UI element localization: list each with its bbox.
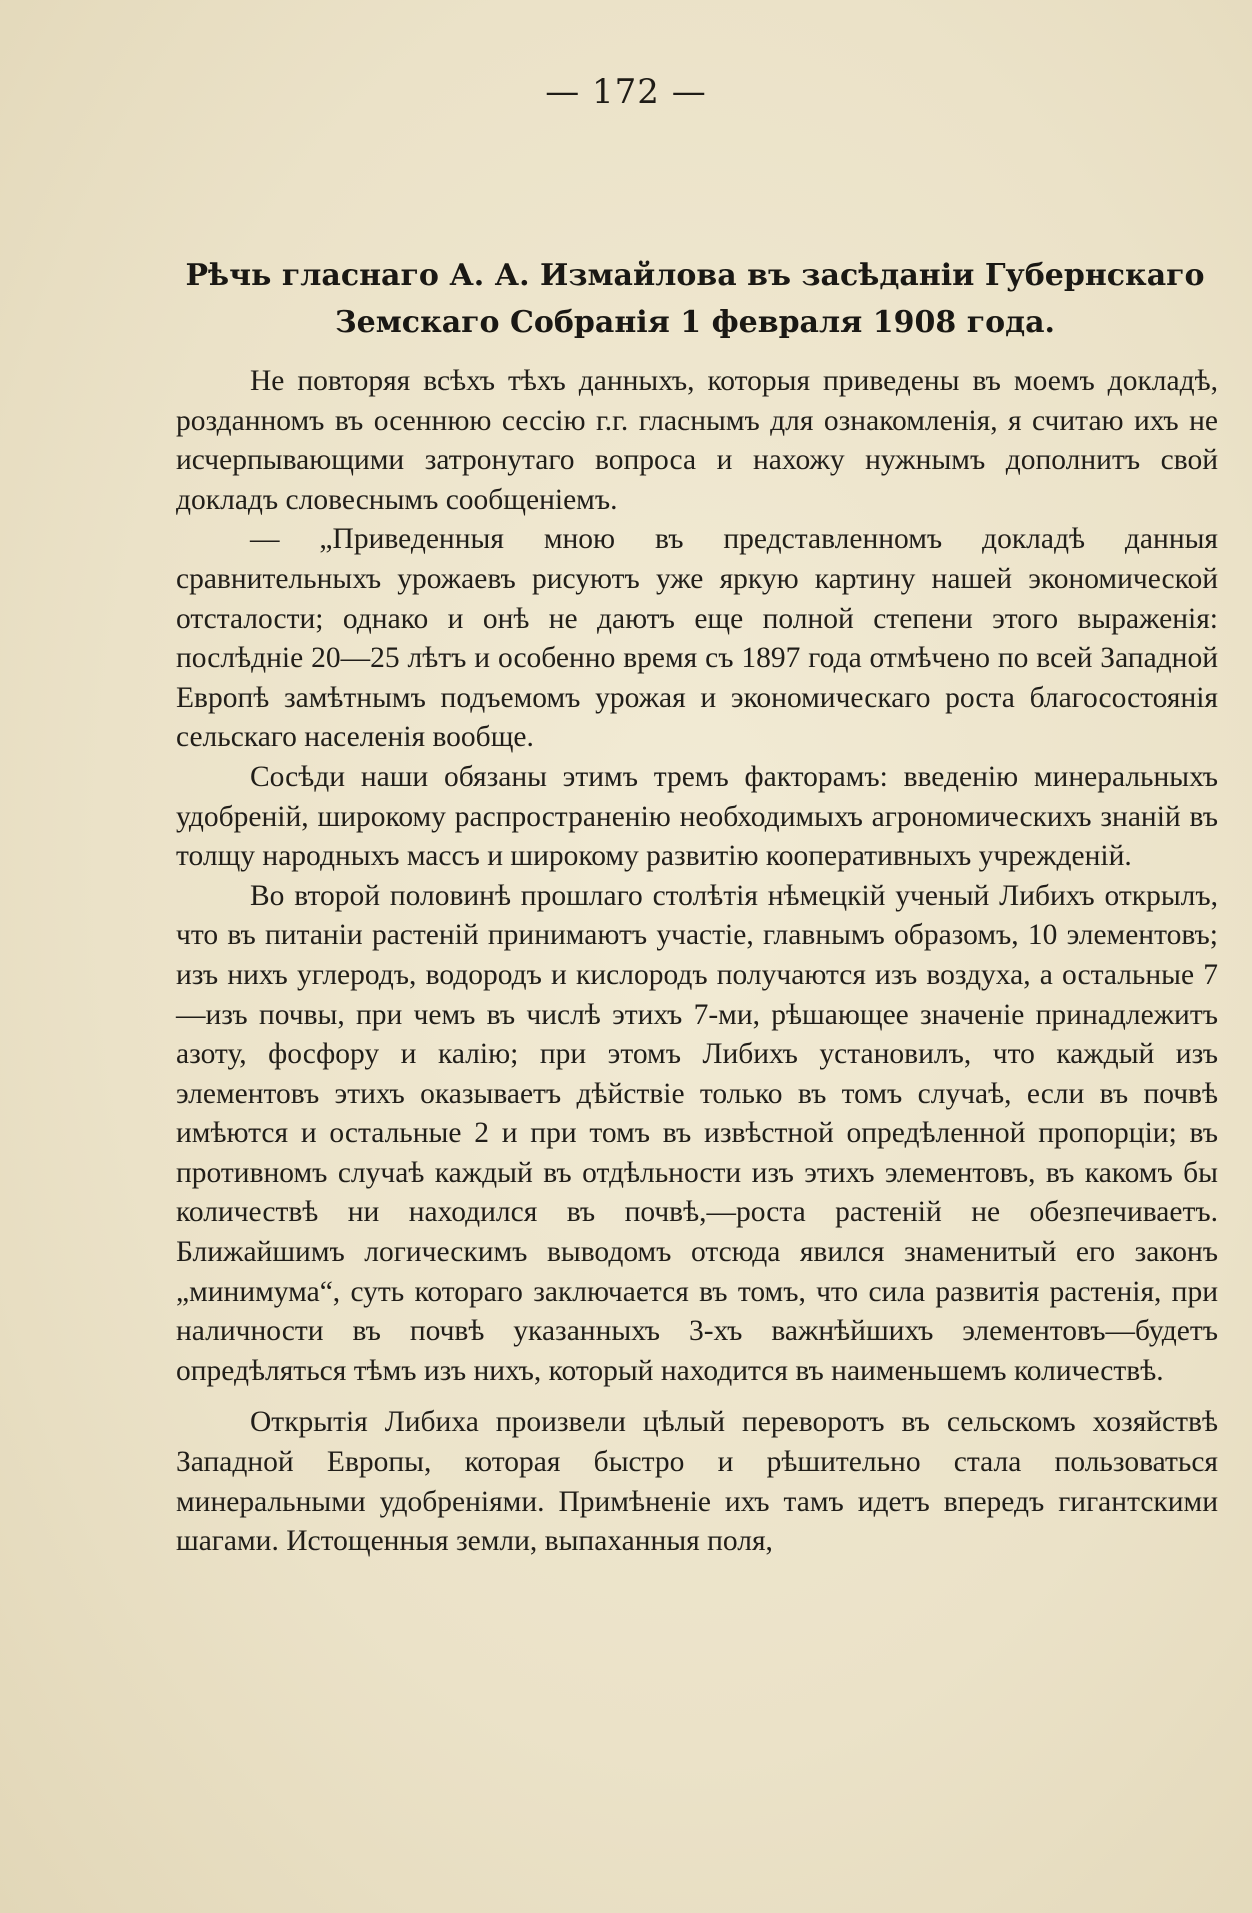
body-text bbox=[176, 362, 1218, 1562]
paragraph-5: Открытія Либиха произвели цѣлый переворотъ въ сельскомъ хозяйствѣ Западной Европы, которая быстро и рѣшительно стала пользоваться минеральными удобреніями. Примѣненіе ихъ тамъ идетъ впередъ гигантскими шагами. Истощенныя земли, выпаханныя поля, bbox=[176, 1406, 1218, 1558]
paragraph-2: — „Приведенныя мною въ представленномъ докладѣ данныя сравнительныхъ урожаевъ рисуютъ уже яркую картину нашей экономической отсталости; однако и онѣ не даютъ еще полной степени этого выраженія: послѣдніе 20—25 лѣтъ и особенно время съ 1897 года отмѣчено по всей Западной Европѣ замѣтнымъ подъемомъ урожая и экономическаго роста благосостоянія сельскаго населенія вообще. bbox=[176, 523, 1218, 754]
page-number: — 172 — bbox=[545, 72, 707, 112]
paragraph-3: Сосѣди наши обязаны этимъ тремъ факторамъ: введенію минеральныхъ удобреній, широкому распространенію необходимыхъ агрономическихъ знаній въ толщу народныхъ массъ и широкому развитію кооперативныхъ учрежденій. bbox=[176, 760, 1218, 873]
paragraph-4: Во второй половинѣ прошлаго столѣтія нѣмецкій ученый Либихъ открылъ, что въ питаніи растеній принимаютъ участіе, главнымъ образомъ, 10 элементовъ; изъ нихъ углеродъ, водородъ и кислородъ получаются изъ воздуха, а остальные 7—изъ почвы, при чемъ въ числѣ этихъ 7-ми, рѣшающее значеніе принадлежитъ азоту, фосфору и калію; при этомъ Либихъ установилъ, что каждый изъ элементовъ этихъ оказываетъ дѣйствіе только въ томъ случаѣ, если въ почвѣ имѣются и остальные 2 и при томъ въ извѣстной опредѣленной пропорціи; въ противномъ случаѣ каждый въ отдѣльности изъ этихъ элементовъ, въ какомъ бы количествѣ ни находился въ почвѣ,—роста растеній не обезпечиваетъ. Ближайшимъ логическимъ выводомъ отсюда явился знаменитый его законъ „минимума“, суть котораго заключается въ томъ, что сила развитія растенія, при наличности въ почвѣ указанныхъ 3-хъ важнѣйшихъ элементовъ—будетъ опредѣляться тѣмъ изъ нихъ, который находится въ наименьшемъ количествѣ. bbox=[176, 879, 1218, 1387]
speech-heading bbox=[170, 252, 1220, 346]
heading-line-1: Рѣчь гласнаго А. А. Измайлова въ засѣданіи Губернскаго bbox=[185, 258, 1205, 293]
paragraph-1: Не повторяя всѣхъ тѣхъ данныхъ, которыя приведены въ моемъ докладѣ, розданномъ въ осеннюю сессію г.г. гласнымъ для ознакомленія, я считаю ихъ не исчерпывающими затронутаго вопроса и нахожу нужнымъ дополнитъ свой докладъ словеснымъ сообщеніемъ. bbox=[176, 365, 1218, 516]
heading-line-2: Земскаго Собранія 1 февраля 1908 года. bbox=[335, 305, 1055, 340]
